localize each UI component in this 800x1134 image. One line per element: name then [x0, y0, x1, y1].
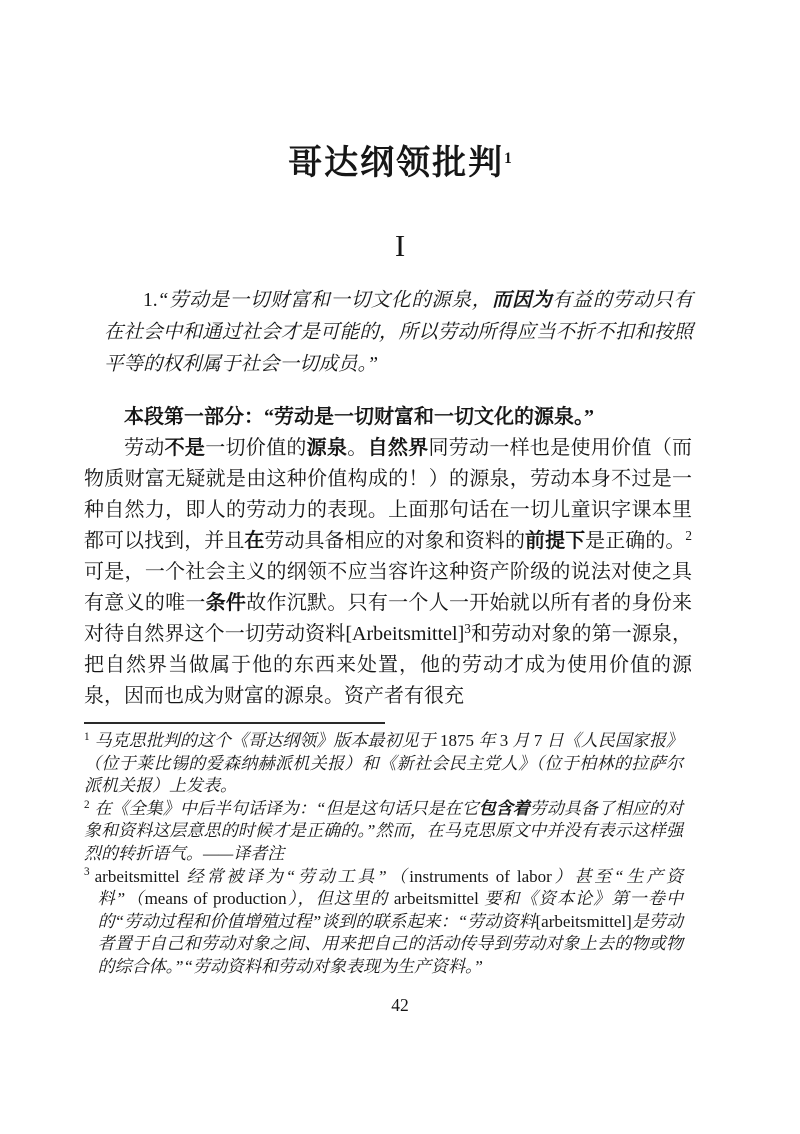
footnote-2-text: 在《全集》中后半句话译为：“但是这句话只是在它包含着劳动具备了相应的对象和资料这层意思的时候才是正确的。”然而，在马克思原文中并没有表示这样强烈的转折语气。——译者注	[84, 798, 684, 863]
page-number: 42	[391, 995, 409, 1015]
title-footnote-ref: 1	[504, 149, 512, 167]
body-text	[84, 402, 692, 712]
paragraph-lead: 本段第一部分：“劳动是一切财富和一切文化的源泉。”	[124, 406, 594, 428]
section-heading: I	[394, 228, 406, 263]
footnote-1-text: 马克思批判的这个《哥达纲领》版本最初见于 1875 年 3 月 7 日《人民国家报》（位于莱比锡的爱森纳赫派机关报）和《新社会民主党人》（位于柏林的拉萨尔派机关报）上发表。	[84, 731, 684, 796]
footnote-3	[84, 866, 683, 979]
footnote-3-text: arbeitsmittel 经常被译为“劳动工具”（instruments of labor）甚至“生产资料”（means of production），但这里的 arbeitsmittel 要和《资本论》第一卷中的“劳动过程和价值增殖过程”谈到的联系起来：“劳动资料[arbeitsmittel]是劳动者置于自己和劳动对象之间、用来把自己的活动传导到劳动对象上去的物或物的综合体。”“劳动资料和劳动对象表现为生产资料。”	[94, 866, 684, 976]
footnote-2	[84, 798, 683, 866]
footnote-2-marker: 2	[84, 798, 90, 811]
footnote-1-marker: 1	[84, 730, 90, 743]
footnotes-section	[84, 730, 683, 979]
title-text: 哥达纲领批判	[288, 145, 505, 182]
footnote-1	[84, 730, 683, 798]
page-title	[0, 142, 800, 186]
footnote-separator	[84, 722, 385, 724]
gotha-programme-quote: 1.“劳动是一切财富和一切文化的源泉，而因为有益的劳动只有在社会中和通过社会才是可能的，所以劳动所得应当不折不扣和按照平等的权利属于社会一切成员。”	[104, 290, 693, 375]
paragraph-commentary: 劳动不是一切价值的源泉。自然界同劳动一样也是使用价值（而物质财富无疑就是由这种价值构成的！）的源泉，劳动本身不过是一种自然力，即人的劳动力的表现。上面那句话在一切儿童识字课本里都可以找到，并且在劳动具备相应的对象和资料的前提下是正确的。$^2$可是，一个社会主义的纲领不应当容许这种资产阶级的说法对使之具有意义的唯一条件故作沉默。只有一个人一开始就以所有者的身份来对待自然界这个一切劳动资料[Arbeitsmittel]$^3$和劳动对象的第一源泉，把自然界当做属于他的东西来处置，他的劳动才成为使用价值的源泉，因而也成为财富的源泉。资产者有很充	[84, 437, 693, 707]
footnote-3-marker: 3	[84, 866, 90, 879]
